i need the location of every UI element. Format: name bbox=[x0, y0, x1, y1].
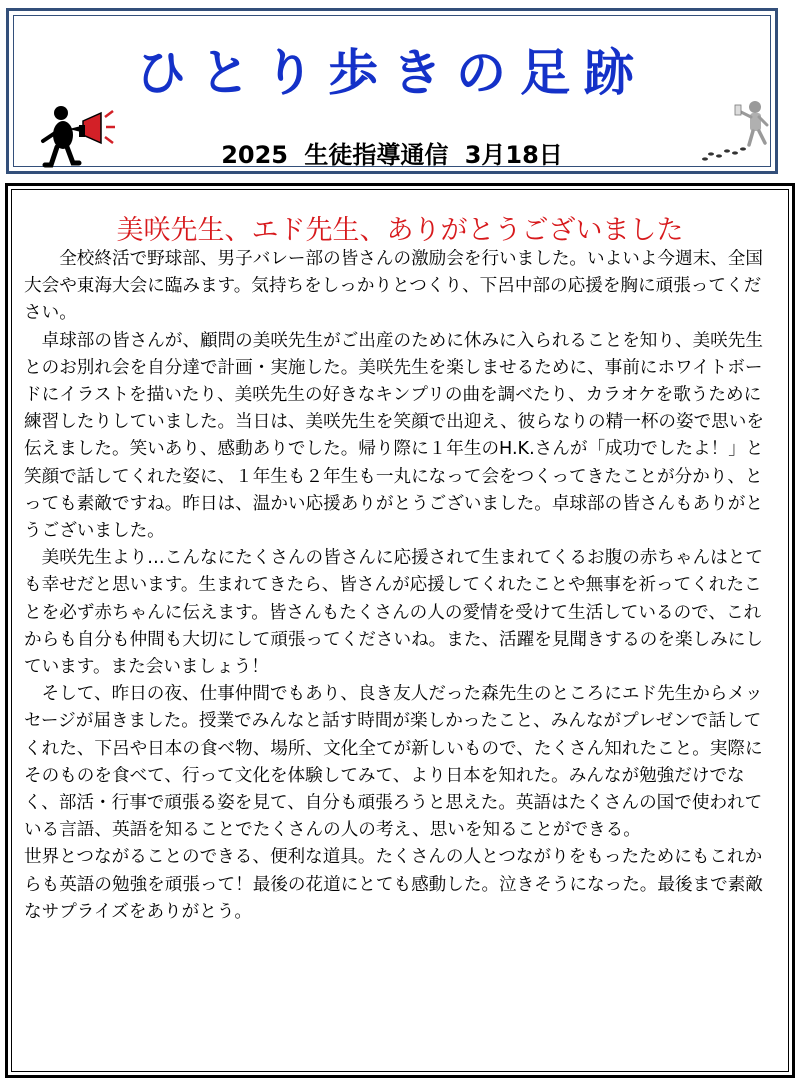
newsletter-date: 3月18日 bbox=[464, 141, 563, 169]
header-box bbox=[6, 8, 778, 174]
newsletter-year: 2025 bbox=[221, 141, 288, 169]
newsletter-name: 生徒指導通信 bbox=[304, 141, 449, 169]
article-body bbox=[24, 246, 778, 926]
article-paragraph: 美咲先生より…こんなにたくさんの皆さんに応援されて生まれてくるお腹の赤ちゃんはとても幸せだと思います。生まれてきたら、皆さんが応援してくれたことや無事を祈ってくれたことを必ず赤ちゃんに伝えます。皆さんもたくさんの人の愛情を受けて生活しているので、これからも自分も仲間も大切にして頑張ってくださいね。また、活躍を見聞きするのを楽しみにしています。また会いましょう！ bbox=[24, 548, 763, 678]
article-headline: 美咲先生、エド先生、ありがとうございました bbox=[116, 215, 684, 246]
newsletter-subtitle bbox=[9, 135, 775, 170]
masthead-title: ひとり歩きの足跡 bbox=[136, 44, 648, 102]
article-paragraph: 全校終活で野球部、男子バレー部の皆さんの激励会を行いました。いよいよ今週末、全国大会や東海大会に臨みます。気持ちをしっかりとつくり、下呂中部の応援を胸に頑張ってください。 bbox=[24, 249, 763, 324]
article-paragraph: そして、昨日の夜、仕事仲間でもあり、良き友人だった森先生のところにエド先生からメッセージが届きました。授業でみんなと話す時間が楽しかったこと、みんながプレゼンで話してくれた、下呂や日本の食べ物、場所、文化全てが新しいもので、たくさん知れたこと。実際にそのものを食べて、行って文化を体験してみて、より日本を知れた。みんなが勉強だけでなく、部活・行事で頑張る姿を見て、自分も頑張ろうと思えた。英語はたくさんの国で使われている言語、英語を知ることでたくさんの人の考え、思いを知ることができる。 bbox=[24, 684, 763, 841]
article-box bbox=[5, 183, 795, 1078]
article-paragraph: 世界とつながることのできる、便利な道具。たくさんの人とつながりをもったためにもこれからも英語の勉強を頑張って！最後の花道にとても感動した。泣きそうになった。最後まで素敵なサプライズをありがとう。 bbox=[24, 847, 763, 922]
article-paragraph: 卓球部の皆さんが、顧問の美咲先生がご出産のために休みに入られることを知り、美咲先生とのお別れ会を自分達で計画・実施した。美咲先生を楽しませるために、事前にホワイトボードにイラストを描いたり、美咲先生の好きなキンプリの曲を調べたり、カラオケを歌うために練習したりしていました。当日は、美咲先生を笑顔で出迎え、彼らなりの精一杯の姿で思いを伝えました。笑いあり、感動ありでした。帰り際に１年生のH.K.さんが「成功でしたよ！」と笑顔で話してくれた姿に、１年生も２年生も一丸になって会をつくってきたことが分かり、とっても素敵ですね。昨日は、温かい応援ありがとうございました。卓球部の皆さんもありがとうございました。 bbox=[24, 330, 764, 542]
